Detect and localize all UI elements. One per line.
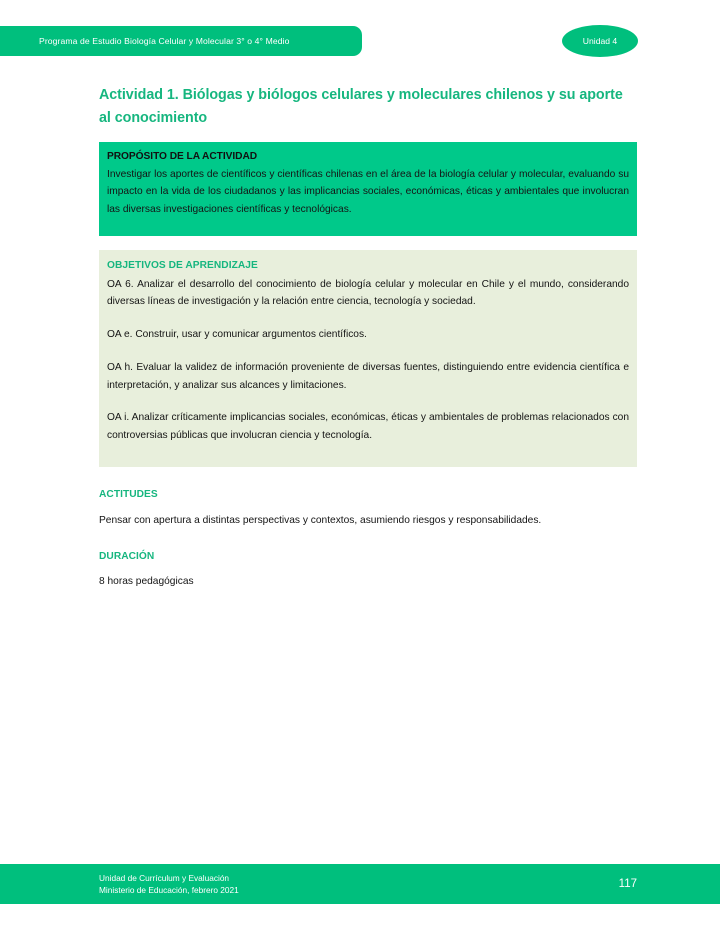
learning-objectives-section: [99, 250, 637, 467]
page-content: [99, 0, 637, 601]
purpose-heading: PROPÓSITO DE LA ACTIVIDAD: [107, 151, 258, 163]
duration-section: [99, 549, 637, 591]
footer-band: [0, 864, 720, 904]
footer-institution: [99, 872, 239, 897]
attitudes-text: Pensar con apertura a distintas perspectivas y contextos, asumiendo riesgos y responsabilidades.: [99, 514, 542, 526]
list-item: OA h. Evaluar la validez de información proveniente de diversas fuentes, distinguiendo entre evidencia científica e interpretación, y analizar sus alcances y limitaciones.: [107, 361, 629, 391]
footer-inner: [99, 864, 637, 904]
unit-badge-label: Unidad 4: [582, 36, 618, 46]
duration-heading: DURACIÓN: [99, 550, 155, 562]
purpose-section: [99, 142, 637, 236]
purpose-text: Investigar los aportes de científicos y científicas chilenas en el área de la biología celular y molecular, evaluando su impacto en la vida de los ciudadanos y las implicancias sociales, económicas, éticas y ambientales que involucran las diversas investigaciones científicas y tecnológicas.: [107, 168, 629, 215]
list-item: OA i. Analizar críticamente implicancias sociales, económicas, éticas y ambientales de problemas relacionados con controversias públicas que involucran ciencia y tecnología.: [107, 412, 629, 442]
page-title: Actividad 1. Biólogas y biólogos celulares y moleculares chilenos y su aporte al conocimiento: [99, 87, 623, 127]
list-item: OA 6. Analizar el desarrollo del conocimiento de biología celular y molecular en Chile y el mundo, considerando diversas líneas de investigación y la relación entre ciencia, tecnología y sociedad.: [107, 278, 629, 308]
footer-line-2: Ministerio de Educación, febrero 2021: [99, 885, 239, 895]
duration-text: 8 horas pedagógicas: [99, 576, 194, 588]
list-item: OA e. Construir, usar y comunicar argumentos científicos.: [107, 329, 367, 341]
page-number: 117: [618, 878, 637, 890]
attitudes-heading: ACTITUDES: [99, 489, 158, 501]
header-program-title: Programa de Estudio Biología Celular y Molecular 3° o 4° Medio: [39, 36, 290, 46]
learning-objectives-heading: OBJETIVOS DE APRENDIZAJE: [107, 260, 258, 272]
attitudes-section: [99, 487, 637, 529]
footer-line-1: Unidad de Currículum y Evaluación: [99, 872, 230, 883]
